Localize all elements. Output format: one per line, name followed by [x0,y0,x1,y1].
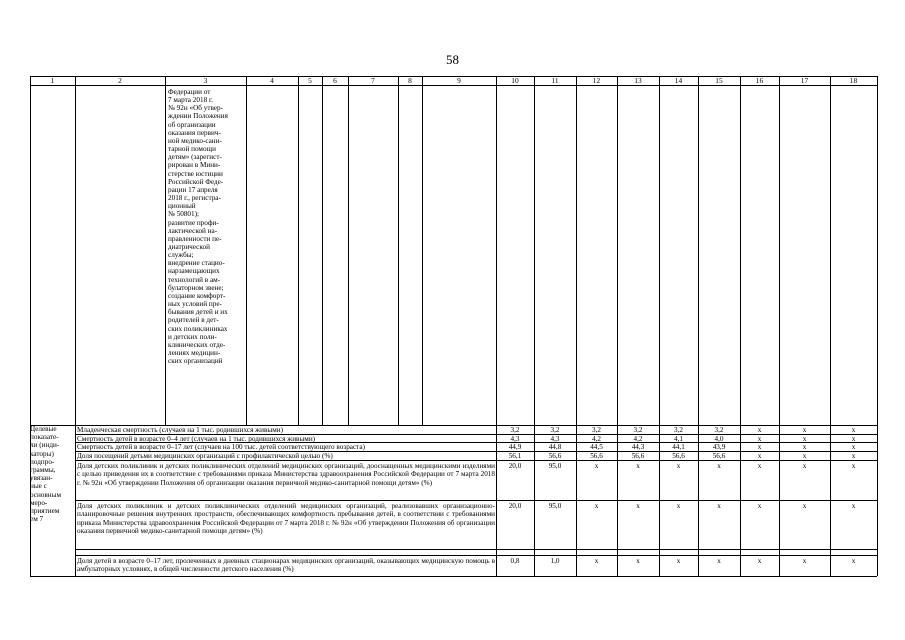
column-header-13: 13 [634,76,642,85]
table-horizontal-rule [75,549,877,550]
indicator-value: х [676,502,681,510]
table-vertical-rule [534,76,535,425]
table-vertical-rule [246,76,247,425]
indicator-name: Смертность детей в возрасте 0–17 лет (случаев на 100 тыс. детей соответствующего возраста) [77,443,365,451]
indicator-value: 4,1 [674,435,683,443]
indicator-value: х [851,462,856,470]
indicator-value: 56,6 [712,452,726,460]
column-header-17: 17 [800,76,809,85]
indicator-value: 4,0 [714,435,724,443]
column-3-line: и детских поли- [168,332,217,341]
table-vertical-rule [698,76,699,425]
indicator-value: 4,2 [592,435,601,443]
indicator-value: 4,3 [510,435,520,443]
indicator-value: х [757,557,762,565]
target-indicators-label-line: основным [30,490,62,499]
column-header-14: 14 [674,76,683,85]
indicator-value: х [851,452,856,460]
indicator-value: х [851,557,856,565]
indicator-name: Доля посещений детьми медицинских организаций с профилактической целью (%) [77,452,333,460]
indicator-value: 20,0 [508,502,522,510]
indicator-value: 1,0 [550,557,560,565]
indicator-value: 4,3 [550,435,560,443]
indicator-value: 95,0 [548,462,562,470]
indicator-name: Смертность детей в возрасте 0–4 лет (случаев на 1 тыс. родившихся живыми) [77,435,316,443]
indicator-value: 20,0 [508,462,522,470]
column-3-line: лактической на- [168,226,218,235]
column-3-line: Федерации от [168,88,211,96]
indicator-value: 43,9 [712,443,726,451]
indicator-value: х [636,462,640,470]
column-3-line: диатрической [168,242,210,251]
indicator-value: х [802,452,807,460]
table-vertical-rule [576,76,577,425]
indicator-value: 3,2 [592,426,601,434]
indicator-value: х [594,462,599,470]
column-3-line: рации 17 апреля [168,185,218,194]
indicator-value: х [594,557,599,565]
table-vertical-rule [165,76,166,425]
target-indicators-label-line: каторы) [30,449,54,458]
indicator-value: х [757,435,762,443]
column-header-1: 1 [50,76,55,85]
indicator-value: х [757,443,762,451]
column-header-4: 4 [270,76,274,85]
column-header-10: 10 [511,76,519,85]
indicator-value: 44,8 [548,443,562,451]
table-vertical-rule [617,76,618,425]
target-indicators-label-line: подпро- [30,457,55,466]
column-3-line: службы; [168,251,194,260]
table-vertical-rule [877,76,878,425]
indicator-value: 3,2 [674,426,683,434]
column-3-line: 7 марта 2018 г. [168,96,213,105]
table-vertical-rule [496,76,497,425]
column-3-line: ционный [168,202,196,211]
column-3-line: лениях медицин- [168,349,221,357]
column-3-line: технологий в ам- [168,275,221,284]
indicator-value: х [676,557,681,565]
table-vertical-rule [877,425,878,576]
indicator-value: 44,5 [590,443,603,451]
indicator-value: 3,2 [510,426,520,434]
table-vertical-rule [75,76,76,425]
indicator-value: х [636,557,640,565]
column-3-line: рирован в Мини- [168,161,221,170]
indicator-value: х [757,502,762,510]
indicator-value: 0,8 [510,557,520,565]
column-3-line: ждении Положения [168,112,228,121]
indicator-value: 56,6 [548,452,562,460]
column-3-line: ных условий пре- [168,300,222,309]
target-indicators-label-line: показате- [30,433,59,442]
column-header-15: 15 [715,76,723,85]
indicator-value: х [851,502,856,510]
column-3-line: создание комфорт- [168,291,226,300]
indicator-value: 56,1 [508,452,522,460]
table-horizontal-rule [75,500,877,501]
indicator-value: х [757,452,762,460]
indicator-value: х [802,426,807,434]
table-vertical-rule [659,76,660,425]
indicator-value: х [757,462,762,470]
column-header-6: 6 [333,76,337,85]
target-indicators-label-line: Целевые [30,425,57,433]
column-3-line: стерстве юстиции [168,169,223,178]
column-header-12: 12 [592,76,601,85]
indicator-value: х [802,435,807,443]
indicator-value: х [851,435,856,443]
column-3-line: № 50801); [168,210,200,219]
indicator-value: 56,6 [590,452,603,460]
target-indicators-label-line: граммы, [30,466,56,475]
indicator-value: 44,1 [672,443,685,451]
indicator-value: х [851,426,856,434]
indicator-value: х [757,426,762,434]
column-header-11: 11 [551,76,559,85]
column-3-line: 2018 г., регистра- [168,194,221,203]
column-3-line: об организации [168,120,216,129]
indicator-value: 56,6 [631,452,645,460]
indicator-name: Доля детских поликлиник и детских поликлинических отделений медицинских организаций, реализовавших организационно-планировочные решения внутренних пространств, обеспечивающих комфортность пребывания детей, в соответствии с требованиями приказа Министерства здравоохранения Российской Федерации от 7 марта 2018 г. № 92н «Об утверждении Положения об организации оказания первичной медико-санитарной помощи детям» (%) [77,502,495,536]
page-number: 58 [446,52,459,67]
table-vertical-rule [348,76,349,425]
target-indicators-label-line: приятием [30,507,60,516]
column-3-line: оказания первич- [168,128,221,137]
table-horizontal-rule [30,576,877,577]
column-header-9: 9 [457,76,461,85]
table-vertical-rule [779,76,780,425]
target-indicators-label-line: меро- [30,498,48,507]
column-3-line: развитие профи- [168,218,219,227]
column-3-line: ских организаций [168,357,223,366]
column-3-line: № 92н «Об утвер- [168,104,223,113]
indicator-value: 44,3 [631,443,645,451]
table-vertical-rule [830,76,831,425]
table-vertical-rule [422,76,423,425]
target-indicators-label-line: ные с [30,482,47,491]
column-3-line: клинических отде- [168,340,226,349]
target-indicators-label-line: увязан- [30,474,53,483]
indicator-name: Доля детей в возрасте 0–17 лет, пролеченных в дневных стационарах медицинских организаций, оказывающих медицинскую помощь в амбулаторных условиях, в общей численности детского населения (%) [77,557,495,574]
indicator-value: 44,9 [508,443,522,451]
target-indicators-label-line: ли (инди- [30,441,60,450]
indicator-value: 95,0 [548,502,562,510]
column-3-line: бывания детей и их [168,308,228,317]
column-3-line: ной медико-сани- [168,136,222,145]
indicator-name: Младенческая смертность (случаев на 1 тыс. родившихся живыми) [77,426,283,434]
column-3-line: нарзамещающих [168,267,220,276]
column-3-line: Российской Феде- [168,177,224,186]
column-header-16: 16 [755,76,764,85]
indicator-name: Доля детских поликлиник и детских поликлинических отделений медицинских организаций, дооснащенных медицинскими изделиями с целью приведения их в соответствие с требованиями приказа Министерства здравоохранения Российской Федерации от 7 марта 2018 г. № 92н «Об утверждении Положения об организации оказания первичной медико-санитарной помощи детям» (%) [77,462,495,487]
table-vertical-rule [298,76,299,425]
indicator-value: х [851,443,856,451]
indicator-value: 3,2 [550,426,560,434]
indicator-value: х [802,502,807,510]
indicator-value: 56,6 [672,452,685,460]
indicator-value: х [717,462,721,470]
column-3-measures-text [168,88,243,365]
table-vertical-rule [322,76,323,425]
indicator-value: 3,2 [714,426,724,434]
column-3-line: булаторном звене; [168,283,224,292]
column-header-18: 18 [849,76,858,85]
indicator-value: 4,2 [633,435,643,443]
table-horizontal-rule [30,85,877,86]
table-vertical-rule [30,76,31,425]
table-vertical-rule [740,76,741,425]
indicator-value: х [676,462,681,470]
indicator-value: х [802,462,807,470]
column-header-7: 7 [371,76,375,85]
target-indicators-label-line: ем 7 [30,515,44,524]
column-3-line: ских поликлиниках [168,324,228,333]
table-vertical-rule [398,76,399,425]
indicator-value: х [802,443,807,451]
column-3-line: родителей в дет- [168,316,219,325]
indicator-value: х [636,502,640,510]
column-3-line: внедрение стацио- [168,259,225,268]
indicator-value: х [717,502,721,510]
table-horizontal-rule [75,555,877,556]
column-3-line: тарной помощи [168,145,216,154]
column-header-3: 3 [203,76,208,85]
indicator-value: х [802,557,807,565]
indicator-value: 3,2 [633,426,643,434]
indicator-value: х [594,502,599,510]
indicator-value: х [717,557,721,565]
target-indicators-label [30,425,70,523]
column-header-5: 5 [308,76,312,85]
column-header-2: 2 [118,76,122,85]
column-header-8: 8 [408,76,412,85]
column-3-line: детям» (зарегист- [168,153,222,162]
column-3-line: правленности пе- [168,234,222,243]
